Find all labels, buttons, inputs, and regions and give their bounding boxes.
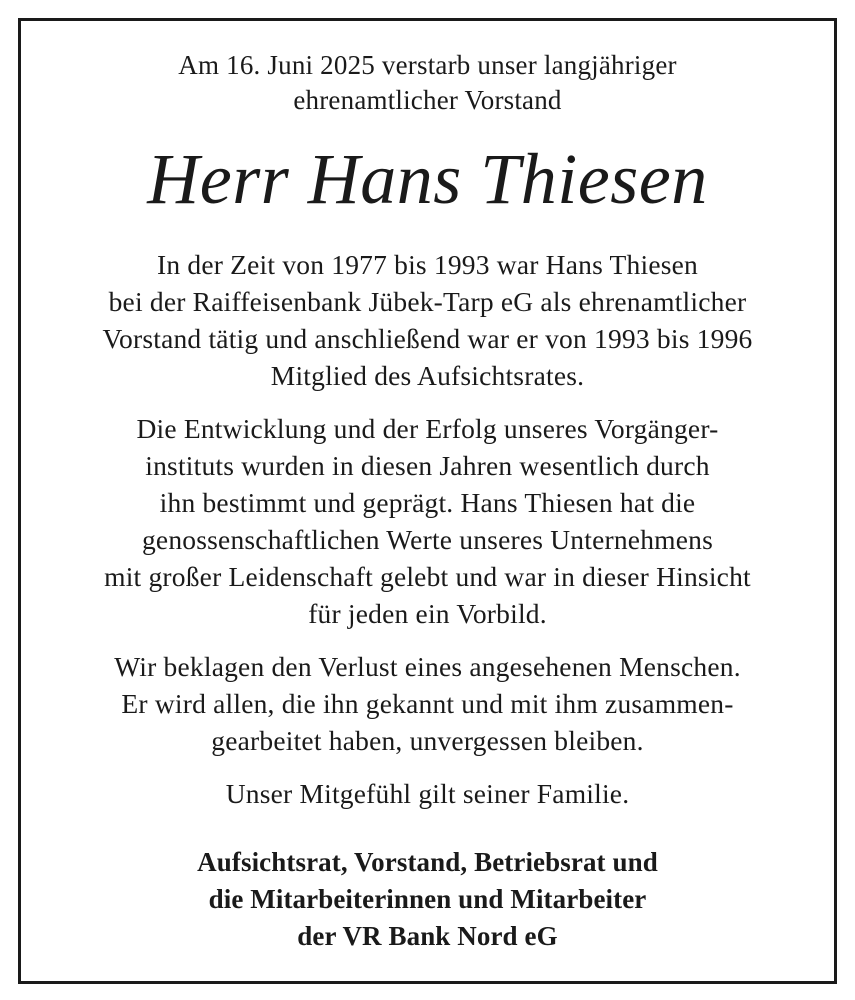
paragraph-line: gearbeitet haben, unvergessen bleiben. [211,725,644,756]
paragraph-line: In der Zeit von 1977 bis 1993 war Hans Thiesen [156,249,699,280]
signature-line: die Mitarbeiterinnen und Mitarbeiter [208,884,647,914]
paragraph-line: Mitglied des Aufsichtsrates. [270,360,585,391]
intro-line: ehrenamtlicher Vorstand [293,85,562,115]
paragraph-line: für jeden ein Vorbild. [308,598,547,629]
paragraph-line: Wir beklagen den Verlust eines angesehenen Menschen. [114,651,741,682]
paragraph-line: bei der Raiffeisenbank Jübek-Tarp eG als ehrenamtlicher [108,286,747,317]
paragraph-line: Die Entwicklung und der Erfolg unseres Vorgänger- [136,413,719,444]
paragraph-line: Er wird allen, die ihn gekannt und mit ihm zusammen- [121,688,734,719]
paragraph-line: instituts wurden in diesen Jahren wesentlich durch [145,450,710,481]
paragraph-line: Vorstand tätig und anschließend war er von 1993 bis 1996 [102,323,753,354]
paragraph-line: Unser Mitgefühl gilt seiner Familie. [225,778,630,809]
paragraph-line: mit großer Leidenschaft gelebt und war in dieser Hinsicht [104,561,751,592]
signature-line: Aufsichtsrat, Vorstand, Betriebsrat und [197,847,658,877]
paragraph-line: genossenschaftlichen Werte unseres Unternehmens [141,524,713,555]
paragraph-line: ihn bestimmt und geprägt. Hans Thiesen hat die [159,487,696,518]
deceased-name: Herr Hans Thiesen [147,139,708,219]
signature-line: der VR Bank Nord eG [297,921,558,951]
intro-line: Am 16. Juni 2025 verstarb unser langjähriger [178,50,677,80]
